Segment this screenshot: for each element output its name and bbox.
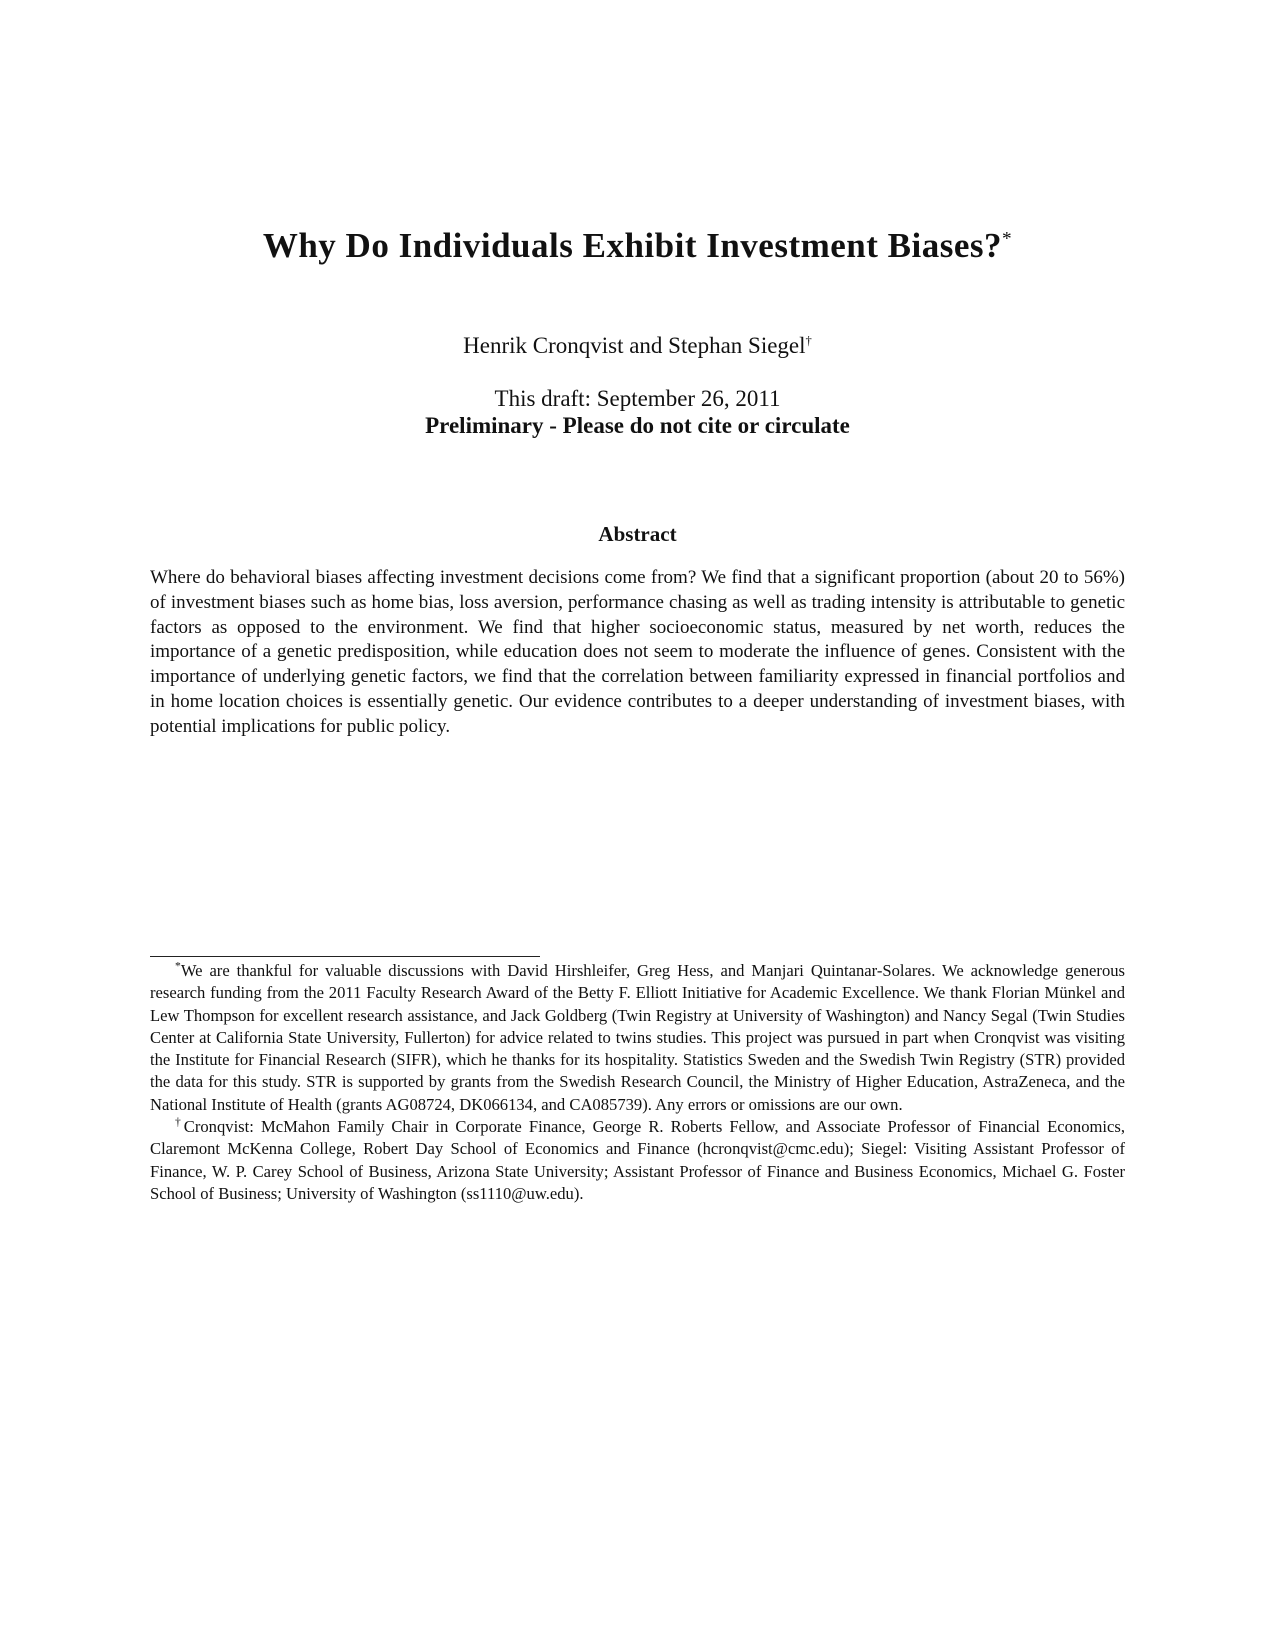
preliminary-notice: Preliminary - Please do not cite or circulate [425, 413, 850, 438]
paper-title-text: Why Do Individuals Exhibit Investment Biases? [262, 226, 1003, 265]
footnote-divider [150, 956, 540, 957]
footnote-mark: * [175, 959, 181, 973]
footnote-acknowledgements [150, 960, 1125, 1116]
footnotes [150, 960, 1125, 1205]
author-line [0, 333, 1275, 359]
abstract-text: Where do behavioral biases affecting investment decisions come from? We find that a significant proportion (about 20 to 56%) of investment biases such as home bias, loss aversion, performance chasing as well as trading intensity is attributable to genetic factors as opposed to the environment. We find that higher socioeconomic status, measured by net worth, reduces the importance of a genetic predisposition, while education does not seem to moderate the influence of genes. Consistent with the importance of underlying genetic factors, we find that the correlation between familiarity expressed in financial portfolios and in home location choices is essentially genetic. Our evidence contributes to a deeper understanding of investment biases, with potential implications for public policy. [150, 567, 1125, 737]
authors-footnote-mark: † [805, 333, 812, 348]
abstract-heading: Abstract [598, 522, 677, 546]
authors-text: Henrik Cronqvist and Stephan Siegel [463, 333, 806, 358]
footnote-affiliations [150, 1116, 1125, 1205]
footnote-text: We are thankful for valuable discussions with David Hirshleifer, Greg Hess, and Manjari Quintanar-Solares. We acknowledge generous research funding from the 2011 Faculty Research Award of the Betty F. Elliott Initiative for Academic Excellence. We thank Florian Münkel and Lew Thompson for excellent research assistance, and Jack Goldberg (Twin Registry at University of Washington) and Nancy Segal (Twin Studies Center at California State University, Fullerton) for advice related to twins studies. This project was pursued in part when Cronqvist was visiting the Institute for Financial Research (SIFR), which he thanks for its hospitality. Statistics Sweden and the Swedish Twin Registry (STR) provided the data for this study. STR is supported by grants from the Swedish Research Council, the Ministry of Higher Education, AstraZeneca, and the National Institute of Health (grants AG08724, DK066134, and CA085739). Any errors or omissions are our own. [150, 961, 1125, 1114]
paper-title [0, 226, 1275, 266]
footnote-mark: † [175, 1115, 184, 1129]
footnote-text: Cronqvist: McMahon Family Chair in Corporate Finance, George R. Roberts Fellow, and Associate Professor of Financial Economics, Claremont McKenna College, Robert Day School of Economics and Finance (hcronqvist@cmc.edu); Siegel: Visiting Assistant Professor of Finance, W. P. Carey School of Business, Arizona State University; Assistant Professor of Finance and Business Economics, Michael G. Foster School of Business; University of Washington (ss1110@uw.edu). [150, 1117, 1125, 1203]
draft-date: This draft: September 26, 2011 [494, 386, 781, 411]
title-footnote-mark: * [1002, 228, 1013, 250]
